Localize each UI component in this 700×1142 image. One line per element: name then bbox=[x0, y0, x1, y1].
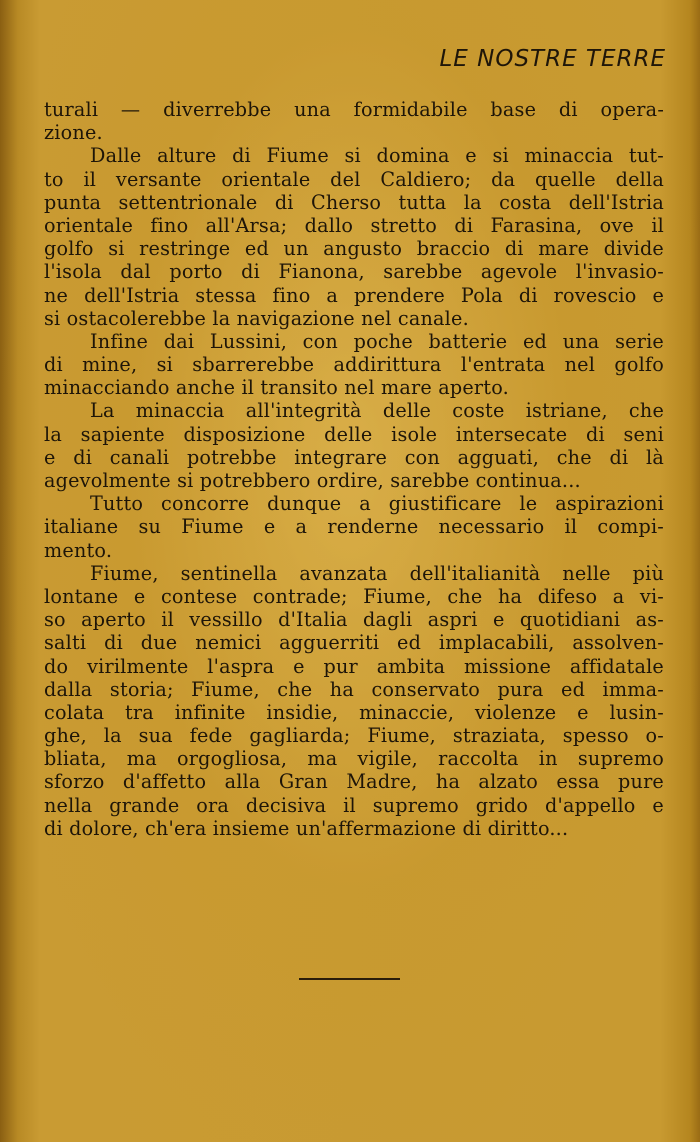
text-line-3: Dalle alture di Fiume si domina e si minaccia tut- bbox=[90, 144, 664, 168]
text-line-19: italiane su Fiume e a renderne necessario il compi- bbox=[44, 515, 664, 539]
text-line-14: La minaccia all'integrità delle coste istriane, che bbox=[90, 399, 664, 423]
text-line-5: punta settentrionale di Cherso tutta la costa dell'Istria bbox=[44, 190, 664, 214]
text-line-24: salti di due nemici agguerriti ed implacabili, assolven- bbox=[44, 631, 664, 655]
text-line-15: la sapiente disposizione delle isole intersecate di seni bbox=[44, 422, 664, 446]
running-title: LE NOSTRE TERRE bbox=[439, 46, 666, 72]
section-divider bbox=[299, 978, 400, 980]
text-line-1: turali — diverrebbe una formidabile base di opera- bbox=[44, 98, 664, 121]
text-line-18: Tutto concorre dunque a giustificare le aspirazioni bbox=[90, 492, 664, 516]
text-line-29: bliata, ma orgogliosa, ma vigile, raccolta in supremo bbox=[44, 747, 664, 771]
text-line-12: di mine, si sbarrerebbe addirittura l'entrata nel golfo bbox=[44, 353, 664, 377]
text-line-20: mento. bbox=[44, 538, 113, 562]
text-line-26: dalla storia; Fiume, che ha conservato pura ed imma- bbox=[44, 677, 664, 701]
text-line-9: ne dell'Istria stessa fino a prendere Pola di rovescio e bbox=[44, 283, 664, 307]
text-line-23: so aperto il vessillo d'Italia dagli aspri e quotidiani as- bbox=[44, 608, 664, 632]
text-line-7: golfo si restringe ed un angusto braccio di mare divide bbox=[44, 237, 664, 261]
text-line-31: nella grande ora decisiva il supremo grido d'appello e bbox=[44, 793, 664, 817]
text-line-17: agevolmente si potrebbero ordire, sarebbe continua... bbox=[44, 469, 581, 492]
text-line-30: sforzo d'affetto alla Gran Madre, ha alzato essa pure bbox=[44, 770, 664, 794]
text-line-27: colata tra infinite insidie, minaccie, violenze e lusin- bbox=[44, 700, 664, 724]
text-line-16: e di canali potrebbe integrare con agguati, che di là bbox=[44, 445, 664, 469]
text-line-2: zione. bbox=[44, 121, 103, 145]
body-text bbox=[44, 98, 664, 840]
text-line-25: do virilmente l'aspra e pur ambita missione affidatale bbox=[44, 654, 664, 678]
text-line-4: to il versante orientale del Caldiero; da quelle della bbox=[44, 167, 664, 191]
text-line-11: Infine dai Lussini, con poche batterie ed una serie bbox=[90, 329, 664, 353]
text-line-32: di dolore, ch'era insieme un'affermazione di diritto... bbox=[44, 816, 569, 840]
text-line-13: minacciando anche il transito nel mare aperto. bbox=[44, 376, 509, 400]
text-line-21: Fiume, sentinella avanzata dell'italianità nelle più bbox=[90, 561, 664, 585]
text-line-22: lontane e contese contrade; Fiume, che ha difeso a vi- bbox=[44, 584, 664, 608]
text-line-6: orientale fino all'Arsa; dallo stretto di Farasina, ove il bbox=[44, 213, 664, 237]
text-line-8: l'isola dal porto di Fianona, sarebbe agevole l'invasio- bbox=[44, 260, 664, 284]
text-line-28: ghe, la sua fede gagliarda; Fiume, straziata, spesso o- bbox=[44, 724, 664, 748]
text-line-10: si ostacolerebbe la navigazione nel canale. bbox=[44, 306, 469, 330]
